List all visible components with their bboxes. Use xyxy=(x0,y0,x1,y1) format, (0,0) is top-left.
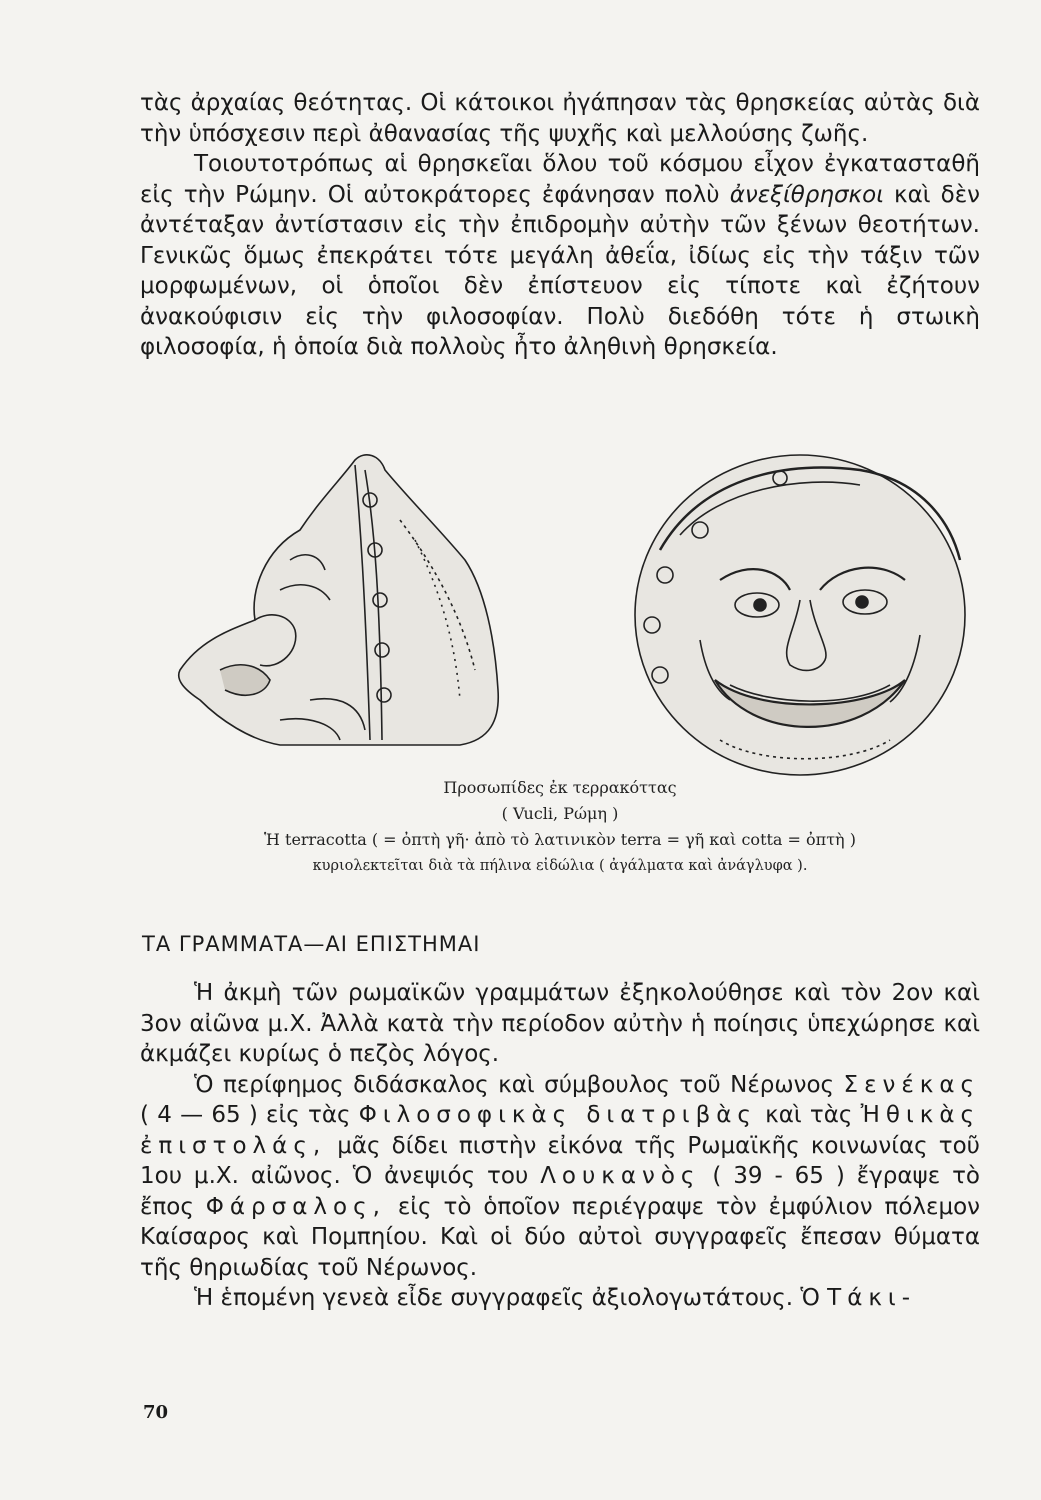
section-heading: ΤΑ ΓΡΑΜΜΑΤΑ—ΑΙ ΕΠΙΣΤΗΜΑΙ xyxy=(142,932,481,956)
profile-mask-drawing xyxy=(179,455,499,745)
name-lucan: Λουκανὸς xyxy=(540,1163,701,1189)
title-pharsalia: Φάρσαλος, xyxy=(205,1193,386,1220)
name-seneca: Σενέκας xyxy=(843,1071,980,1098)
caption-note-line-1: Ἡ terracotta ( = ὀπτὴ γῆ· ἀπὸ τὸ λατινικὸν terra = γῆ καὶ cotta = ὀπτὴ ) xyxy=(264,830,856,849)
paragraph-religions: Τοιουτοτρόπως αἱ θρησκεῖαι ὅλου τοῦ κόσμου εἶχον ἐγκατασταθῆ εἰς τὴν Ρώμην. Οἱ αὐτοκράτορες ἐφάνησαν πολὺ ἀνεξίθρησκοι καὶ δὲν ἀντέταξαν ἀντίστασιν εἰς τὴν ἐπιδρομὴν αὐτὴν τῶν ξένων θεοτήτων. Γενικῶς ὅμως ἐπεκράτει τότε μεγάλη ἀθεΐα, ἰδίως εἰς τὴν τάξιν τῶν μορφωμένων, οἱ ὁποῖοι δὲν ἐπίστευον εἰς τίποτε καὶ ἐζήτουν ἀνακούφισιν εἰς τὴν φιλοσοφίαν. Πολὺ διεδόθη τότε ἡ στωικὴ φιλοσοφία, ἡ ὁποία διὰ πολλοὺς ἦτο ἀληθινὴ θρησκεία. xyxy=(140,151,980,360)
caption-title: Προσωπίδες ἐκ τερρακόττας xyxy=(443,778,677,797)
title-philosophical-treatises: Φιλοσοφικὰς διατριβὰς xyxy=(358,1102,757,1128)
paragraph-next-generation: Ἡ ἑπομένη γενεὰ εἶδε συγγραφεῖς ἀξιολογωτάτους. Ὁ Τάκι- xyxy=(194,1285,916,1311)
top-text-block xyxy=(140,88,980,363)
name-tacitus: Τάκι- xyxy=(827,1285,916,1311)
frontal-mask-drawing xyxy=(635,455,965,775)
title-moral-letters: Ἠθικὰς ἐπιστολάς, xyxy=(140,1102,980,1159)
page-number: 70 xyxy=(143,1402,169,1423)
paragraph-literature: Ἡ ἀκμὴ τῶν ρωμαϊκῶν γραμμάτων ἐξηκολούθησε καὶ τὸν 2ον καὶ 3ον αἰῶνα μ.Χ. Ἀλλὰ κατὰ τὴν περίοδον αὐτὴν ἡ ποίησις ὑπεχώρησε καὶ ἀκμάζει κυρίως ὁ πεζὸς λόγος. xyxy=(140,980,980,1067)
bottom-text-block xyxy=(140,978,980,1314)
caption-note-line-2: κυριολεκτεῖται διὰ τὰ πήλινα εἰδώλια ( ἀγάλματα καὶ ἀνάγλυφα ). xyxy=(312,858,808,874)
terracotta-masks-illustration xyxy=(160,440,990,780)
paragraph-seneca-lucan: Ὁ περίφημος διδάσκαλος καὶ σύμβουλος τοῦ Νέρωνος Σενέκας ( 4 — 65 ) εἰς τὰς Φιλοσοφικὰς διατριβὰς καὶ τὰς Ἠθικὰς ἐπιστολάς, μᾶς δίδει πιστὴν εἰκόνα τῆς Ρωμαϊκῆς κοινωνίας τοῦ 1ου μ.Χ. αἰῶνος. Ὁ ἀνεψιός του Λουκανὸς ( 39 - 65 ) ἔγραψε τὸ ἔπος Φάρσαλος, εἰς τὸ ὁποῖον περιέγραψε τὸν ἐμφύλιον πόλεμον Καίσαρος καὶ Πομπηίου. Καὶ οἱ δύο αὐτοὶ συγγραφεῖς ἔπεσαν θύματα τῆς θηριωδίας τοῦ Νέρωνος. xyxy=(140,1071,980,1281)
paragraph-continuation: τὰς ἀρχαίας θεότητας. Οἱ κάτοικοι ἠγάπησαν τὰς θρησκείας αὐτὰς διὰ τὴν ὑπόσχεσιν περὶ ἀθανασίας τῆς ψυχῆς καὶ μελλούσης ζωῆς. xyxy=(140,90,980,147)
italic-word: ἀνεξίθρησκοι xyxy=(729,181,884,208)
caption-source: ( Vucli, Ρώμη ) xyxy=(501,804,619,823)
figure-caption xyxy=(140,775,980,879)
